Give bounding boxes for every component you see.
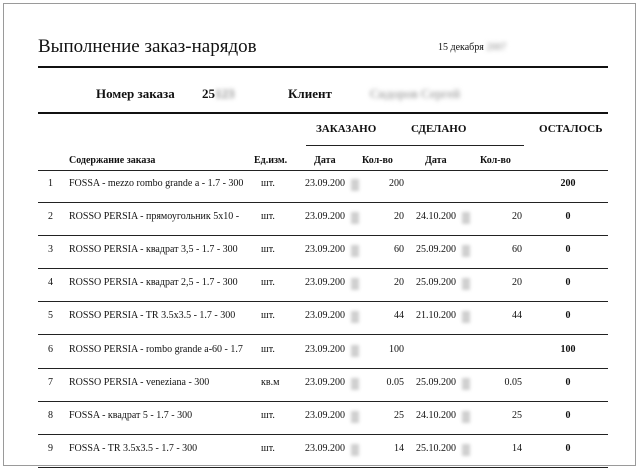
row-divider — [38, 301, 608, 302]
row-done-qty: 14 — [512, 442, 522, 454]
redaction-smudge — [462, 378, 470, 390]
table-row — [0, 304, 641, 337]
row-divider — [38, 202, 608, 203]
row-remaining: 0 — [565, 310, 571, 322]
redaction-smudge — [351, 179, 359, 191]
row-ordered-qty: 60 — [394, 244, 404, 256]
row-ordered-qty: 0.05 — [386, 376, 404, 388]
row-divider — [38, 401, 608, 402]
report-date-text: 15 декабря — [438, 42, 484, 53]
row-content: FOSSA - TR 3.5x3.5 - 1.7 - 300 — [69, 442, 198, 454]
col-header-done-qty: Кол-во — [480, 155, 511, 166]
row-unit: шт. — [261, 211, 275, 223]
redaction-smudge — [462, 278, 470, 290]
row-unit: шт. — [261, 277, 275, 289]
redaction-smudge — [462, 245, 470, 257]
report-title: Выполнение заказ-нарядов — [38, 36, 257, 57]
row-done-qty: 20 — [512, 277, 522, 289]
row-unit: шт. — [261, 442, 275, 454]
col-header-content: Содержание заказа — [69, 155, 156, 166]
row-ordered-date: 23.09.200 — [305, 343, 345, 355]
redaction-smudge — [351, 311, 359, 323]
row-number: 6 — [48, 343, 53, 355]
row-ordered-date: 23.09.200 — [305, 178, 345, 189]
order-number — [202, 86, 235, 102]
table-row — [0, 238, 641, 271]
table-row — [0, 371, 641, 404]
table-row — [0, 437, 641, 470]
row-done-date: 25.09.200 — [416, 244, 456, 256]
row-unit: шт. — [261, 244, 275, 256]
row-unit: шт. — [261, 178, 275, 189]
redaction-smudge — [462, 311, 470, 323]
redaction-smudge — [351, 444, 359, 456]
table-row — [0, 338, 641, 371]
col-header-unit: Ед.изм. — [254, 155, 288, 166]
order-number-hidden: 123 — [215, 86, 235, 101]
row-number: 8 — [48, 409, 53, 421]
report-date — [438, 42, 506, 53]
row-ordered-date: 23.09.200 — [305, 277, 345, 289]
row-divider — [38, 268, 608, 269]
row-remaining: 100 — [560, 343, 576, 355]
col-header-ordered-qty: Кол-во — [362, 155, 393, 166]
row-number: 4 — [48, 277, 53, 289]
redaction-smudge — [351, 278, 359, 290]
row-remaining: 200 — [560, 178, 576, 189]
table-top-border — [38, 112, 608, 114]
row-unit: шт. — [261, 310, 275, 322]
row-ordered-qty: 200 — [389, 178, 404, 189]
row-number: 2 — [48, 211, 53, 223]
row-content: FOSSA - mezzo rombo grande a - 1.7 - 300 — [69, 178, 244, 189]
row-remaining: 0 — [565, 376, 571, 388]
row-done-qty: 44 — [512, 310, 522, 322]
row-ordered-date: 23.09.200 — [305, 376, 345, 388]
row-ordered-qty: 20 — [394, 211, 404, 223]
row-unit: шт. — [261, 409, 275, 421]
row-number: 5 — [48, 310, 53, 322]
row-divider — [38, 235, 608, 236]
redaction-smudge — [351, 411, 359, 423]
table-row — [0, 205, 641, 238]
row-divider — [38, 467, 608, 468]
group-header-done: СДЕЛАНО — [411, 123, 467, 135]
table-row — [0, 271, 641, 304]
order-number-value: 25 — [202, 86, 215, 101]
redaction-smudge — [351, 245, 359, 257]
redaction-smudge — [462, 212, 470, 224]
table-row — [0, 172, 641, 205]
row-number: 9 — [48, 442, 53, 454]
row-unit: кв.м — [261, 376, 280, 388]
row-content: ROSSO PERSIA - TR 3.5x3.5 - 1.7 - 300 — [69, 310, 236, 322]
order-number-label: Номер заказа — [96, 86, 175, 101]
report-date-hidden: 2007 — [486, 42, 507, 53]
title-underline — [38, 66, 608, 68]
row-content: FOSSA - квадрат 5 - 1.7 - 300 — [69, 409, 193, 421]
row-done-qty: 25 — [512, 409, 522, 421]
row-number: 1 — [48, 178, 53, 189]
row-done-qty: 60 — [512, 244, 522, 256]
row-ordered-date: 23.09.200 — [305, 310, 345, 322]
row-ordered-date: 23.09.200 — [305, 409, 345, 421]
client-name-hidden: Сидоров Сергей — [370, 86, 461, 101]
row-ordered-qty: 14 — [394, 442, 404, 454]
row-remaining: 0 — [565, 211, 571, 223]
row-content: ROSSO PERSIA - квадрат 2,5 - 1.7 - 300 — [69, 277, 238, 289]
redaction-smudge — [462, 444, 470, 456]
row-ordered-qty: 100 — [389, 343, 404, 355]
row-divider — [38, 334, 608, 335]
row-ordered-date: 23.09.200 — [305, 211, 345, 223]
group-header-underline — [306, 145, 524, 146]
redaction-smudge — [351, 378, 359, 390]
col-header-ordered-date: Дата — [314, 155, 336, 166]
group-header-ordered: ЗАКАЗАНО — [316, 123, 377, 135]
col-header-done-date: Дата — [425, 155, 447, 166]
row-ordered-date: 23.09.200 — [305, 442, 345, 454]
row-done-date: 24.10.200 — [416, 409, 456, 421]
row-content: ROSSO PERSIA - veneziana - 300 — [69, 376, 210, 388]
row-remaining: 0 — [565, 442, 571, 454]
redaction-smudge — [462, 411, 470, 423]
row-ordered-qty: 44 — [394, 310, 404, 322]
row-done-qty: 20 — [512, 211, 522, 223]
redaction-smudge — [351, 212, 359, 224]
row-number: 7 — [48, 376, 53, 388]
row-unit: шт. — [261, 343, 275, 355]
row-done-date: 24.10.200 — [416, 211, 456, 223]
row-remaining: 0 — [565, 277, 571, 289]
row-done-date: 25.10.200 — [416, 442, 456, 454]
col-header-underline — [38, 170, 608, 171]
client-label: Клиент — [288, 86, 332, 101]
row-number: 3 — [48, 244, 53, 256]
row-divider — [38, 368, 608, 369]
row-done-date: 25.09.200 — [416, 376, 456, 388]
row-content: ROSSO PERSIA - прямоугольник 5x10 - — [69, 211, 240, 223]
row-ordered-qty: 25 — [394, 409, 404, 421]
row-done-date: 25.09.200 — [416, 277, 456, 289]
row-content: ROSSO PERSIA - rombo grande a-60 - 1.7 — [69, 343, 243, 355]
group-header-remaining: ОСТАЛОСЬ — [539, 123, 603, 135]
row-remaining: 0 — [565, 244, 571, 256]
table-row — [0, 404, 641, 437]
redaction-smudge — [351, 345, 359, 357]
row-done-qty: 0.05 — [504, 376, 522, 388]
row-done-date: 21.10.200 — [416, 310, 456, 322]
row-ordered-date: 23.09.200 — [305, 244, 345, 256]
row-divider — [38, 434, 608, 435]
row-remaining: 0 — [565, 409, 571, 421]
row-ordered-qty: 20 — [394, 277, 404, 289]
row-content: ROSSO PERSIA - квадрат 3,5 - 1.7 - 300 — [69, 244, 238, 256]
